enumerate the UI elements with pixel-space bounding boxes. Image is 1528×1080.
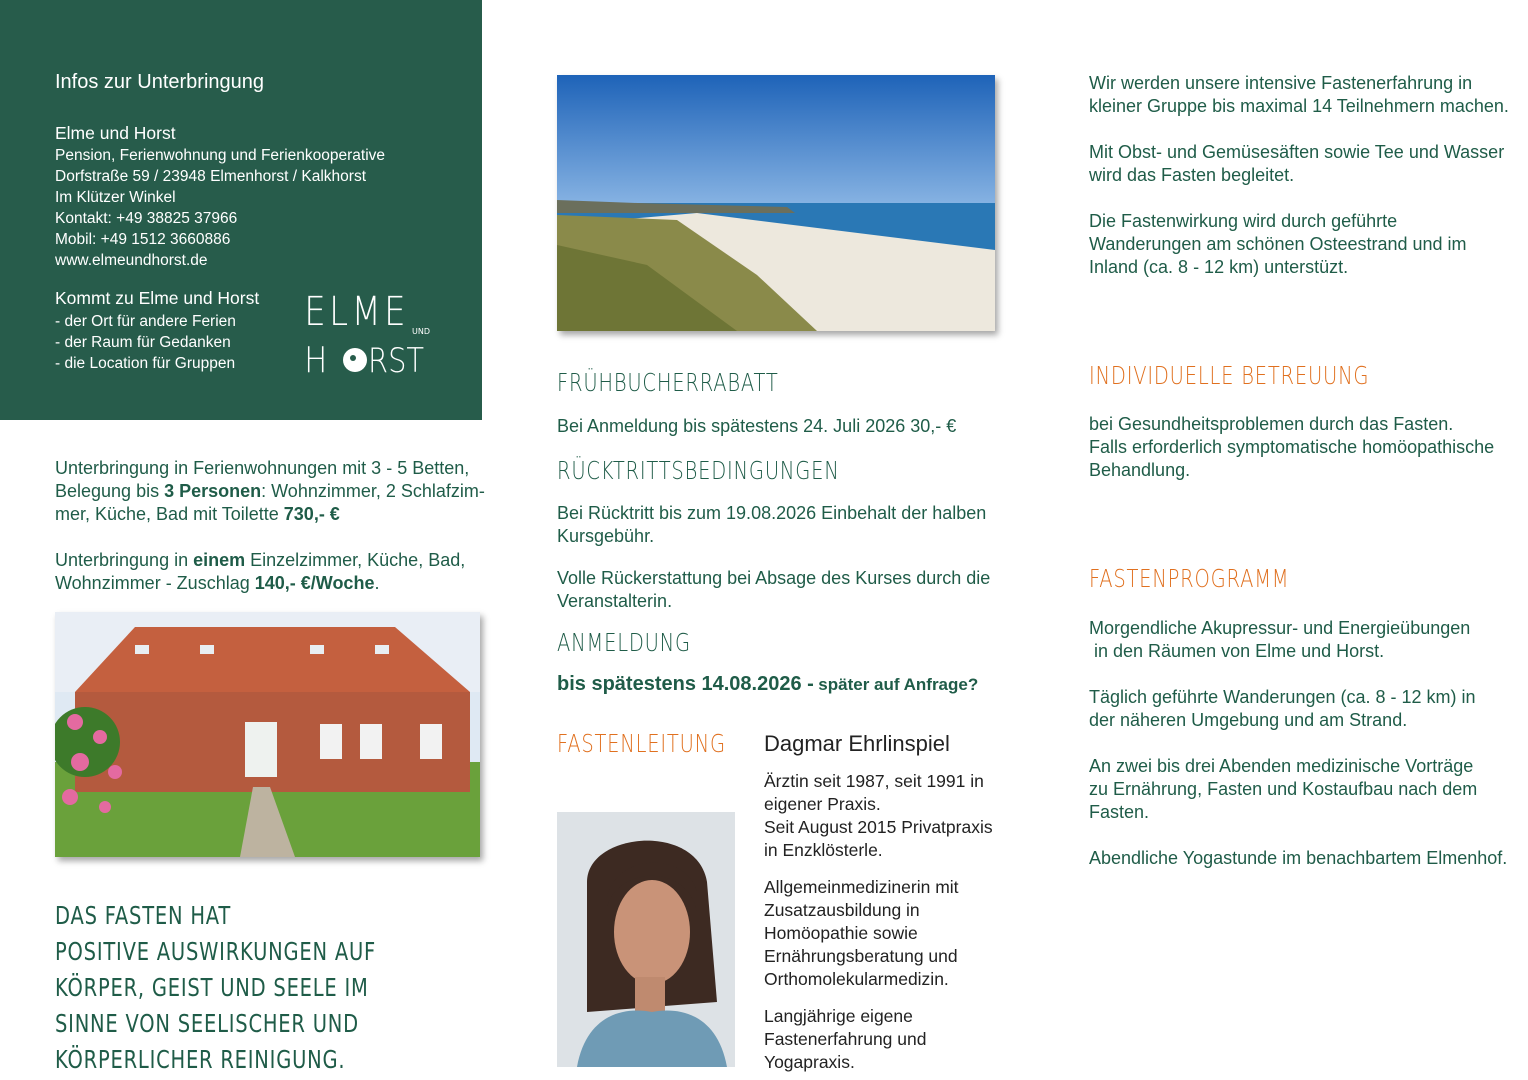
logo-word: UND: [412, 327, 430, 336]
price: 140,- €/Woche: [254, 573, 375, 593]
svg-text:RST: RST: [368, 341, 425, 381]
text: .: [374, 573, 380, 593]
text: Bei Rücktritt bis zum 19.08.2026 Einbehalt der halben: [557, 503, 987, 523]
text: Belegung bis: [55, 481, 165, 501]
text: Inland (ca. 8 - 12 km) unterstüzt.: [1089, 257, 1349, 277]
bio-line: Homöopathie sowie: [764, 923, 918, 943]
text: wird das Fasten begleitet.: [1089, 165, 1295, 185]
cancellation-heading: RÜCKTRITTSBEDINGUNGEN: [557, 456, 840, 485]
come-line: - der Raum für Gedanken: [55, 334, 231, 351]
logo-word: ELME: [304, 288, 410, 335]
text: Veranstalterin.: [557, 591, 673, 611]
info-line: Pension, Ferienwohnung und Ferienkooperative: [55, 147, 386, 164]
price: 730,- €: [283, 504, 340, 524]
house-photo: [55, 612, 480, 857]
bio-line: Allgemeinmedizinerin mit: [764, 877, 959, 897]
text: Mit Obst- und Gemüsesäften sowie Tee und Wasser: [1089, 142, 1505, 162]
bio-line: in Enzklösterle.: [764, 840, 883, 860]
text: Die Fastenwirkung wird durch geführte: [1089, 211, 1398, 231]
text: Einzelzimmer, Küche, Bad,: [245, 550, 466, 570]
come-title: Kommt zu Elme und Horst: [55, 288, 260, 308]
leadership-heading: FASTENLEITUNG: [557, 729, 726, 758]
info-title: Infos zur Unterbringung: [55, 71, 265, 93]
bio-line: Ärztin seit 1987, seit 1991 in: [764, 771, 984, 791]
deadline-note: später auf Anfrage?: [818, 675, 979, 694]
text: : Wohnzimmer, 2 Schlafzim-: [261, 481, 485, 501]
text: Unterbringung in: [55, 550, 194, 570]
quote-line: DAS FASTEN HAT: [55, 901, 232, 930]
leader-name: Dagmar Ehrlinspiel: [764, 731, 950, 756]
deadline-date: bis spätestens 14.08.2026 -: [557, 673, 814, 695]
registration-deadline: [557, 673, 978, 696]
text: bei Gesundheitsproblemen durch das Fasten.: [1089, 414, 1454, 434]
come-line: - der Ort für andere Ferien: [55, 313, 236, 330]
text-emphasis: 3 Personen: [164, 481, 262, 501]
bio-line: eigener Praxis.: [764, 794, 881, 814]
accommodation-info-box: [0, 0, 482, 420]
text: Wanderungen am schönen Osteestrand und im: [1089, 234, 1467, 254]
text: in den Räumen von Elme und Horst.: [1089, 641, 1385, 661]
quote-line: SINNE VON SEELISCHER UND: [55, 1009, 359, 1038]
bio-line: Langjährige eigene: [764, 1006, 913, 1026]
elme-und-horst-logo: [300, 280, 450, 405]
info-phone: Kontakt: +49 38825 37966: [55, 210, 238, 227]
accommodation-text: [55, 457, 485, 595]
info-website: www.elmeundhorst.de: [55, 252, 208, 269]
early-booking-heading: FRÜHBUCHERRABATT: [557, 368, 779, 397]
text: Unterbringung in Ferienwohnungen mit 3 - 5 Betten,: [55, 458, 470, 478]
text: Volle Rückerstattung bei Absage des Kurses durch die: [557, 568, 991, 588]
text: Kursgebühr.: [557, 526, 655, 546]
quote-line: KÖRPER, GEIST UND SEELE IM: [55, 973, 369, 1002]
bio-line: Fastenerfahrung und: [764, 1029, 927, 1049]
bio-line: Ernährungsberatung und: [764, 946, 958, 966]
text: kleiner Gruppe bis maximal 14 Teilnehmern machen.: [1089, 96, 1509, 116]
fasting-program-text: [1089, 617, 1519, 870]
come-line: - die Location für Gruppen: [55, 355, 236, 372]
leader-portrait: [557, 812, 735, 1067]
quote-line: KÖRPERLICHER REINIGUNG.: [55, 1045, 346, 1074]
info-address: Dorfstraße 59 / 23948 Elmenhorst / Kalkhorst: [55, 168, 367, 185]
bio-line: Seit August 2015 Privatpraxis: [764, 817, 993, 837]
bio-line: Orthomolekularmedizin.: [764, 969, 949, 989]
text: Wir werden unsere intensive Fastenerfahrung in: [1089, 73, 1473, 93]
fasting-program-heading: FASTENPROGRAMM: [1089, 564, 1290, 593]
registration-heading: ANMELDUNG: [557, 628, 691, 657]
svg-text:H: H: [304, 338, 328, 381]
individual-care-text: [1089, 413, 1519, 482]
quote-line: POSITIVE AUSWIRKUNGEN AUF: [55, 937, 377, 966]
text: zu Ernährung, Fasten und Kostaufbau nach dem: [1089, 779, 1478, 799]
logo-horst: [304, 339, 424, 381]
text: Fasten.: [1089, 802, 1150, 822]
beach-photo: [557, 75, 995, 331]
text: der näheren Umgebung und am Strand.: [1089, 710, 1408, 730]
text: Falls erforderlich symptomatische homöopathische: [1089, 437, 1495, 457]
bio-line: Zusatzausbildung in: [764, 900, 920, 920]
text-emphasis: einem: [193, 550, 246, 570]
text: mer, Küche, Bad mit Toilette: [55, 504, 284, 524]
intro-text: [1089, 72, 1519, 279]
brand-name: Elme und Horst: [55, 123, 176, 143]
info-mobile: Mobil: +49 1512 3660886: [55, 231, 231, 248]
fasting-quote: [55, 898, 445, 1078]
text: Morgendliche Akupressur- und Energieübungen: [1089, 618, 1471, 638]
text: Täglich geführte Wanderungen (ca. 8 - 12 km) in: [1089, 687, 1476, 707]
text: Wohnzimmer - Zuschlag: [55, 573, 255, 593]
individual-care-heading: INDIVIDUELLE BETREUUNG: [1089, 361, 1370, 390]
cancellation-text: [557, 502, 997, 613]
text: Abendliche Yogastunde im benachbartem Elmenhof.: [1089, 848, 1508, 868]
text: An zwei bis drei Abenden medizinische Vorträge: [1089, 756, 1474, 776]
leader-bio: [764, 770, 1014, 1074]
bio-line: Yogapraxis.: [764, 1052, 855, 1072]
info-region: Im Klützer Winkel: [55, 189, 176, 206]
text: Behandlung.: [1089, 460, 1191, 480]
early-booking-text: Bei Anmeldung bis spätestens 24. Juli 2026 30,- €: [557, 416, 957, 436]
